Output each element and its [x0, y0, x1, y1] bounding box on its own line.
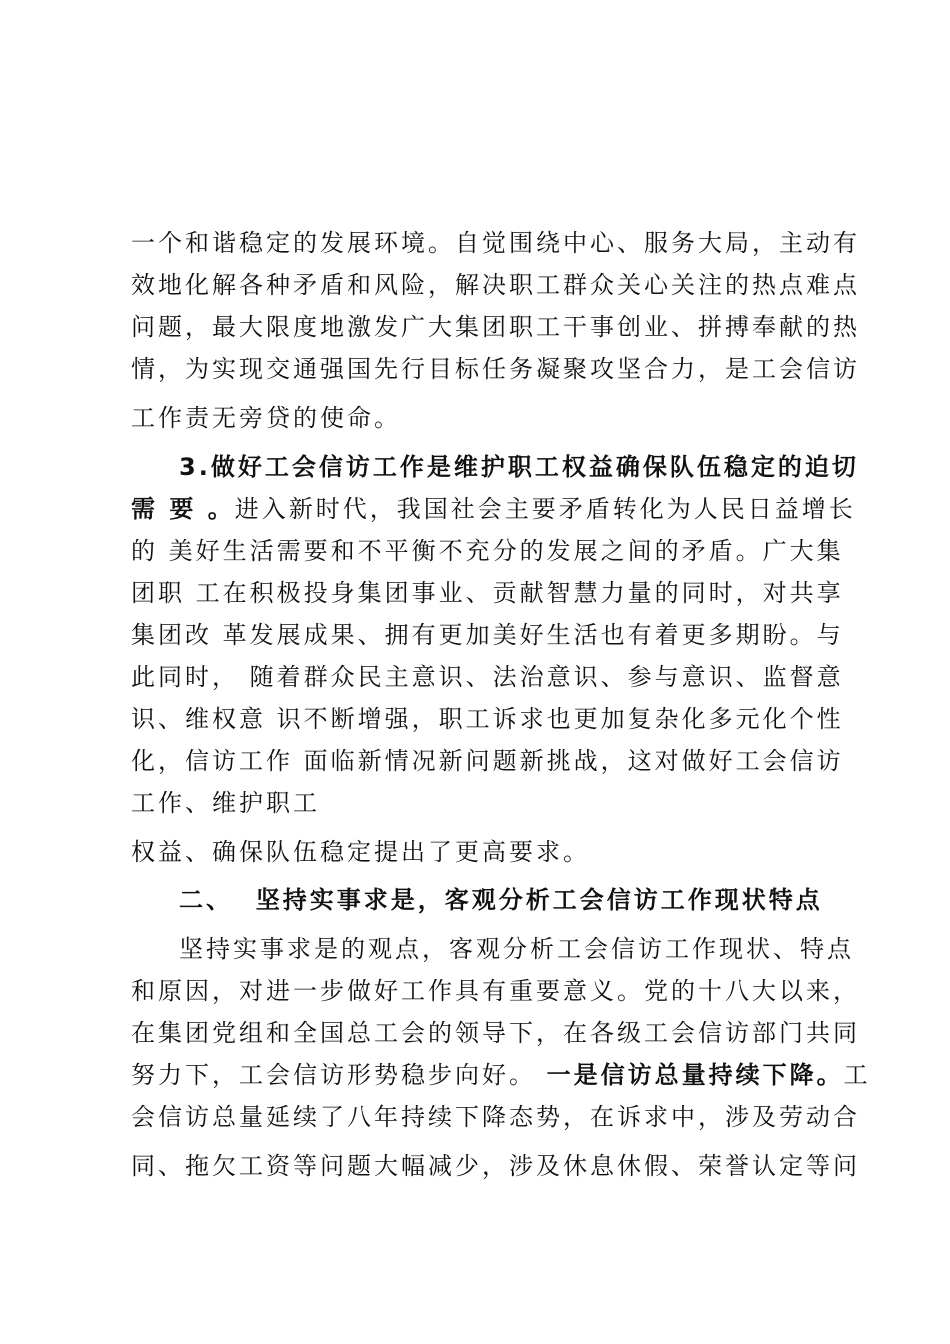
body-text-line: 权益、确保队伍稳定提出了更高要求。 [131, 838, 590, 866]
body-text-line [131, 1060, 871, 1090]
body-text-line: 坚持实事求是的观点，客观分析工会信访工作现状、特点 [179, 935, 854, 963]
body-text-line: 工作、维护职工 [131, 789, 320, 817]
body-text-line: 一个和谐稳定的发展环境。自觉围绕中心、服务大局，主动有 [131, 229, 860, 257]
body-text-line: 在集团党组和全国总工会的领导下，在各级工会信访部门共同 [131, 1019, 860, 1047]
section-number: 二、 [179, 886, 233, 914]
body-text-span: 工 [843, 1061, 871, 1089]
body-text-line: 同、拖欠工资等问题大幅减少，涉及休息休假、荣誉认定等问 [131, 1152, 860, 1180]
body-text-line: 识、维权意 识不断增强，职工诉求也更加复杂化多元化个性 [131, 705, 844, 733]
body-text-span: 进入新时代，我国社会主要矛盾转化为人民日益增长 [234, 495, 856, 523]
section-title: 坚持实事求是，客观分析工会信访工作现状特点 [255, 886, 823, 914]
key-point-bold: 一是信访总量持续下降。 [546, 1061, 844, 1089]
body-text-line: 集团改 革发展成果、拥有更加美好生活也有着更多期盼。与 [131, 621, 844, 649]
section-heading [179, 885, 823, 915]
body-text-line: 情，为实现交通强国先行目标任务凝聚攻坚合力，是工会信访 [131, 355, 860, 383]
body-text-line: 团职 工在积极投身集团事业、贡献智慧力量的同时，对共享 [131, 579, 844, 607]
body-text-line: 化，信访工作 面临新情况新问题新挑战，这对做好工会信访 [131, 747, 844, 775]
body-text-line: 问题，最大限度地激发广大集团职工干事创业、拼搏奉献的热 [131, 313, 860, 341]
subheading-line: 3.做好工会信访工作是维护职工权益确保队伍稳定的迫切 [179, 453, 859, 481]
body-text-line: 会信访总量延续了八年持续下降态势，在诉求中，涉及劳动合 [131, 1103, 860, 1131]
body-text-span: 努力下，工会信访形势稳步向好。 [131, 1061, 547, 1089]
body-text-line: 和原因，对进一步做好工作具有重要意义。党的十八大以来， [131, 977, 860, 1005]
body-text-line: 的 美好生活需要和不平衡不充分的发展之间的矛盾。广大集 [131, 537, 844, 565]
body-text-line: 此同时， 随着群众民主意识、法治意识、参与意识、监督意 [131, 663, 844, 691]
body-text-line: 效地化解各种矛盾和风险，解决职工群众关心关注的热点难点 [131, 271, 860, 299]
body-text-line [131, 494, 856, 524]
subheading-tail: 需 要 。 [131, 495, 235, 523]
body-text-line: 工作责无旁贷的使命。 [131, 404, 401, 432]
